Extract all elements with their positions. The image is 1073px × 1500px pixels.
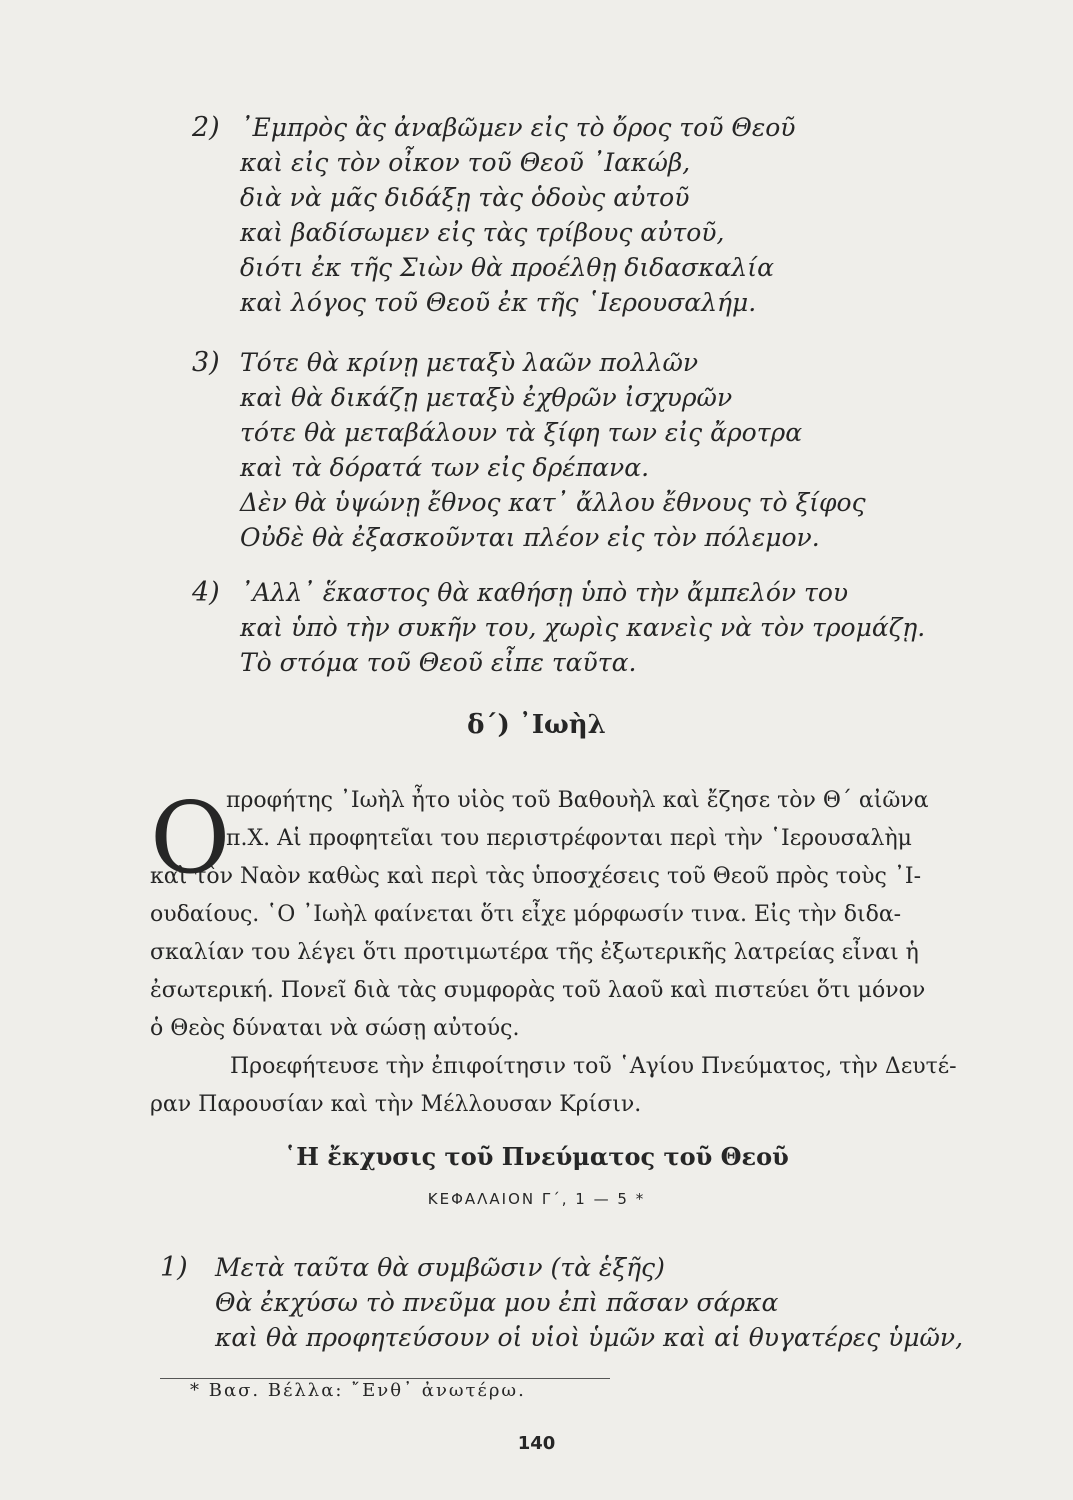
verse-number: 2) [192,112,220,143]
prose-line: Προεφήτευσε τὴν ἐπιφοίτησιν τοῦ ῾Αγίου Πνεύματος, τὴν Δευτέ- [230,1054,957,1079]
verse-line: Θὰ ἐκχύσω τὸ πνεῦμα μου ἐπὶ πᾶσαν σάρκα [215,1288,779,1317]
verse-line: ᾿Αλλ᾿ ἕκαστος θὰ καθήσῃ ὑπὸ τὴν ἄμπελόν του [240,578,849,607]
verse-line: ᾿Εμπρὸς ἂς ἀναβῶμεν εἰς τὸ ὄρος τοῦ Θεοῦ [240,113,796,142]
verse-line: τότε θὰ μεταβάλουν τὰ ξίφη των εἰς ἄροτρα [240,418,803,447]
drop-cap: O [150,782,231,896]
verse-line: καὶ εἰς τὸν οἶκον τοῦ Θεοῦ ᾿Ιακώβ, [240,148,691,177]
verse-line: καὶ τὰ δόρατά των εἰς δρέπανα. [240,453,650,482]
footnote-rule [160,1378,610,1379]
verse-line: Τότε θὰ κρίνῃ μεταξὺ λαῶν πολλῶν [240,348,699,377]
verse-line: καὶ θὰ δικάζῃ μεταξὺ ἐχθρῶν ἰσχυρῶν [240,383,733,412]
verse-block-4 [192,575,1000,680]
prose-line: ουδαίους. ῾Ο ᾿Ιωὴλ φαίνεται ὅτι εἶχε μόρφωσίν τινα. Εἰς τὴν διδα- [150,902,902,927]
verse-line: καὶ βαδίσωμεν εἰς τὰς τρίβους αὐτοῦ, [240,218,725,247]
verse-line: καὶ λόγος τοῦ Θεοῦ ἐκ τῆς ῾Ιερουσαλήμ. [240,288,757,317]
prose-paragraph [150,782,1010,1124]
verse-line: Μετὰ ταῦτα θὰ συμβῶσιν (τὰ ἑξῆς) [215,1253,665,1282]
verse-block-2 [192,110,1000,320]
verse-number: 3) [192,347,220,378]
prose-line: προφήτης ᾿Ιωὴλ ἦτο υἱὸς τοῦ Βαθουὴλ καὶ ἔζησε τὸν Θ΄ αἰῶνα [226,788,929,813]
verse-line: Δὲν θὰ ὑψώνῃ ἔθνος κατ᾿ ἄλλου ἔθνους τὸ ξίφος [240,488,866,517]
prose-line: ραν Παρουσίαν καὶ τὴν Μέλλουσαν Κρίσιν. [150,1092,642,1117]
prose-line: π.Χ. Αἱ προφητεῖαι του περιστρέφονται περὶ τὴν ῾Ιερουσαλὴμ [226,826,912,851]
verse-block-3 [192,345,1000,555]
verse-line: διὰ νὰ μᾶς διδάξῃ τὰς ὁδοὺς αὐτοῦ [240,183,690,212]
subheading: ῾Η ἔκχυσις τοῦ Πνεύματος τοῦ Θεοῦ [284,1142,789,1171]
verse-number: 1) [160,1252,188,1283]
prose-line: σκαλίαν του λέγει ὅτι προτιμωτέρα τῆς ἐξωτερικῆς λατρείας εἶναι ἡ [150,940,919,965]
verse-line: Τὸ στόμα τοῦ Θεοῦ εἶπε ταῦτα. [240,648,637,677]
chapter-reference: ΚΕΦΑΛΑΙΟΝ Γ΄, 1 — 5 * [427,1190,646,1208]
verse-line: καὶ θὰ προφητεύσουν οἱ υἱοὶ ὑμῶν καὶ αἱ θυγατέρες ὑμῶν, [215,1323,964,1352]
footnote: * Βασ. Βέλλα: ῎Ενθ᾿ ἀνωτέρω. [190,1380,526,1401]
verse-line: καὶ ὑπὸ τὴν συκῆν του, χωρὶς κανεὶς νὰ τὸν τρομάζῃ. [240,613,926,642]
page-number: 140 [517,1433,556,1454]
prose-line: ὁ Θεὸς δύναται νὰ σώσῃ αὐτούς. [150,1016,520,1041]
verse-number: 4) [192,577,220,608]
verse-line: Οὐδὲ θὰ ἐξασκοῦνται πλέον εἰς τὸν πόλεμον. [240,523,820,552]
verse-block-1 [160,1250,975,1355]
section-heading: δ΄) ᾿Ιωὴλ [467,710,606,740]
verse-line: διότι ἐκ τῆς Σιὼν θὰ προέλθῃ διδασκαλία [240,253,774,282]
prose-line: ἐσωτερική. Πονεῖ διὰ τὰς συμφορὰς τοῦ λαοῦ καὶ πιστεύει ὅτι μόνον [150,978,926,1003]
prose-line: καὶ τὸν Ναὸν καθὼς καὶ περὶ τὰς ὑποσχέσεις τοῦ Θεοῦ πρὸς τοὺς ᾿Ι- [150,864,921,889]
